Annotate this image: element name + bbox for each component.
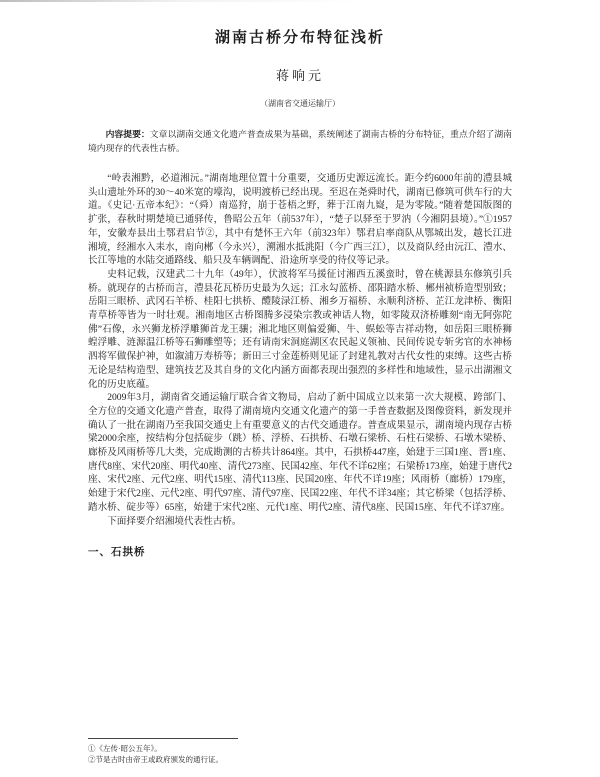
paragraph-bridge-culture: 史料记载，汉建武二十九年（49年），伏波将军马援征讨湘西五溪蛮时，曾在桃源县东修筑引兵桥。就现存的古桥而言，澧县花瓦桥历史最为久远；江永勾蓝桥、邵阳踏水桥、郴州祯桥造型别致；岳阳三眼桥、武冈石羊桥、桂阳七拱桥、醴陵渌江桥、湘乡万福桥、永顺利济桥、芷江龙津桥、衡阳青草桥等皆为一时壮观。湘南地区古桥图腾多浸染宗教或神话人物，如零陵双济桥雕刻“南无阿弥陀佛”石像，永兴狮龙桥浮雕狮首龙王骧；湘北地区则偏爱狮、牛、蜈蚣等吉祥动物，如岳阳三眼桥狮蝗浮雕、涟源温江桥等石狮雕塑等；还有请南宋洞庭湖区农民起义领袖、民间传说专斩劣官的水神杨泗将军做保护神，如溆浦万寿桥等；新田三寸金莲桥则见证了封建礼教对古代女性的束缚。这些古桥无论是结构造型、建筑技艺及其自身的文化内涵方面都表现出强烈的多样性和地域性，显示出湖湘文化的历史底蕴。 — [88, 268, 512, 390]
abstract-text: 文章以湖南交通文化遗产普查成果为基础，系统阐述了湖南古桥的分布特征，重点介绍了湖南境内现存的代表性古桥。 — [88, 129, 512, 153]
paragraph-history: “岭表湘黔，必道湘沅。”湖南地理位置十分重要，交通历史源远流长。距今约6000年前的澧县城头山遗址外环的30～40米宽的壕沟，说明渡桥已经出现。至迟在尧舜时代，湖南已修筑可供车行的大道。《史记·五帝本纪》：“（舜）南巡狩，崩于苍梧之野，葬于江南九嶷，是为零陵。”随着楚国版图的扩张，春秋时期楚境已通驿传，鲁昭公五年（前537年），“楚子以驿至于罗汭（今湘阴县境）。”①1957年，安徽寿县出土鄂君启节②，其中有楚怀王六年（前323年）鄂君启率商队从鄂城出发，越长江进湘境，经湘水入耒水，南向郴（今永兴），溯湘水抵洮阳（今广西三江），以及商队经由沅江、澧水、长江等地的水陆交通路线、船只及车辆调配、沿途所享受的待仪等记录。 — [88, 173, 512, 267]
page-title: 湖南古桥分布特征浅析 — [214, 30, 385, 46]
footnote-2: ②节是古时由帝王或政府颁发的通行证。 — [88, 755, 223, 764]
paragraph-survey-statistics: 2009年3月，湖南省交通运输厅联合省文物局，启动了新中国成立以来第一次大规模、跨部门、全方位的交通文化遗产普查，取得了湖南境内交通文化遗产的第一手普查数据及图像资料，新发现并确认了一批在湖南乃至我国交通史上有重要意义的古代交通遗存。普查成果显示，湖南境内现存古桥梁2000余座，按结构分包括碇步（跳）桥、浮桥、石拱桥、石墩石梁桥、石柱石梁桥、石墩木梁桥、廊桥及风雨桥等几大类，完成勘测的古桥共计864座。其中，石拱桥447座，始建于三国1座、晋1座、唐代8座、宋代20座、明代40座、清代273座、民国42座、年代不详62座；石梁桥173座，始建于唐代2座、宋代2座、元代2座、明代15座、清代113座、民国20座、年代不详19座；风雨桥（廊桥）179座，始建于宋代2座、元代2座、明代97座、清代97座、民国22座、年代不详34座；其它桥梁（包括浮桥、踏水桥、碇步等）65座，始建于宋代2座、元代1座、明代2座、清代8座、民国15座、年代不详37座。 — [88, 392, 512, 513]
author-name: 蒋响元 — [275, 68, 324, 83]
scan-edge — [0, 0, 600, 2]
paragraph-transition: 下面择要介绍湘境代表性古桥。 — [107, 515, 242, 527]
author-affiliation: （湖南省交通运输厅） — [260, 99, 340, 108]
abstract — [88, 127, 512, 155]
abstract-label: 内容提要： — [105, 129, 150, 139]
footnote-area — [88, 738, 512, 765]
footnote-divider — [88, 738, 238, 739]
footnote-1: ①《左传·昭公五年》。 — [88, 744, 162, 753]
document-body — [88, 172, 512, 528]
section-heading-stone-arch-bridge: 一、石拱桥 — [88, 547, 146, 559]
